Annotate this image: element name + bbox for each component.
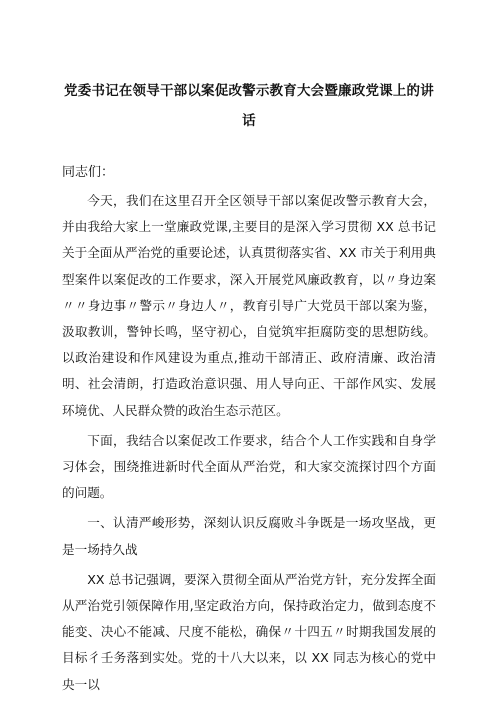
title-line-2: 话 [242,113,256,129]
paragraph-section-1: XX 总书记强调，要深入贯彻全面从严治党方针，充分发挥全面从严治党引领保障作用,坚定政治方向，保持政治定力，做到态度不能变、决心不能减、尺度不能松，确保〃十四五〃时期我国发展的目标彳壬务落到实处。党的十八大以来，以 XX 同志为核心的党中央一以 [62,571,436,692]
title-line-1: 党委书记在领导干部以案促改警示教育大会暨廉政党课上的讲 [64,83,434,99]
paragraph-intro: 今天，我们在这里召开全区领导干部以案促改警示教育大会，并由我给大家上一堂廉政党课,主要目的是深入学习贯彻 XX 总书记关于全面从严治党的重要论述，认真贯彻落实省、XX 市关于利用典型案件以案促改的工作要求，深入开展党风廉政教育，以〃身边案〃〃身边事〃警示〃身边人〃，教育引导广大党员干部以案为鉴，汲取教训，警钟长鸣，坚守初心，自觉筑牢拒腐防变的思想防线。以政治建设和作风建设为重点,推动干部清正、政府清廉、政治清明、社会清朗，打造政治意识强、用人导向正、干部作风实、发展环境优、人民群众赞的政治生态示范区。 [62,193,436,418]
document-title [62,76,436,136]
section-heading-1: 一、认清严峻形势，深刻认识反腐败斗争既是一场攻坚战，更是一场持久战 [62,515,436,557]
paragraph-overview: 下面，我结合以案促改工作要求，结合个人工作实践和自身学习体会，围绕推进新时代全面从严治党，和大家交流探讨四个方面的问题。 [62,432,436,501]
salutation: 同志们： [62,165,115,180]
